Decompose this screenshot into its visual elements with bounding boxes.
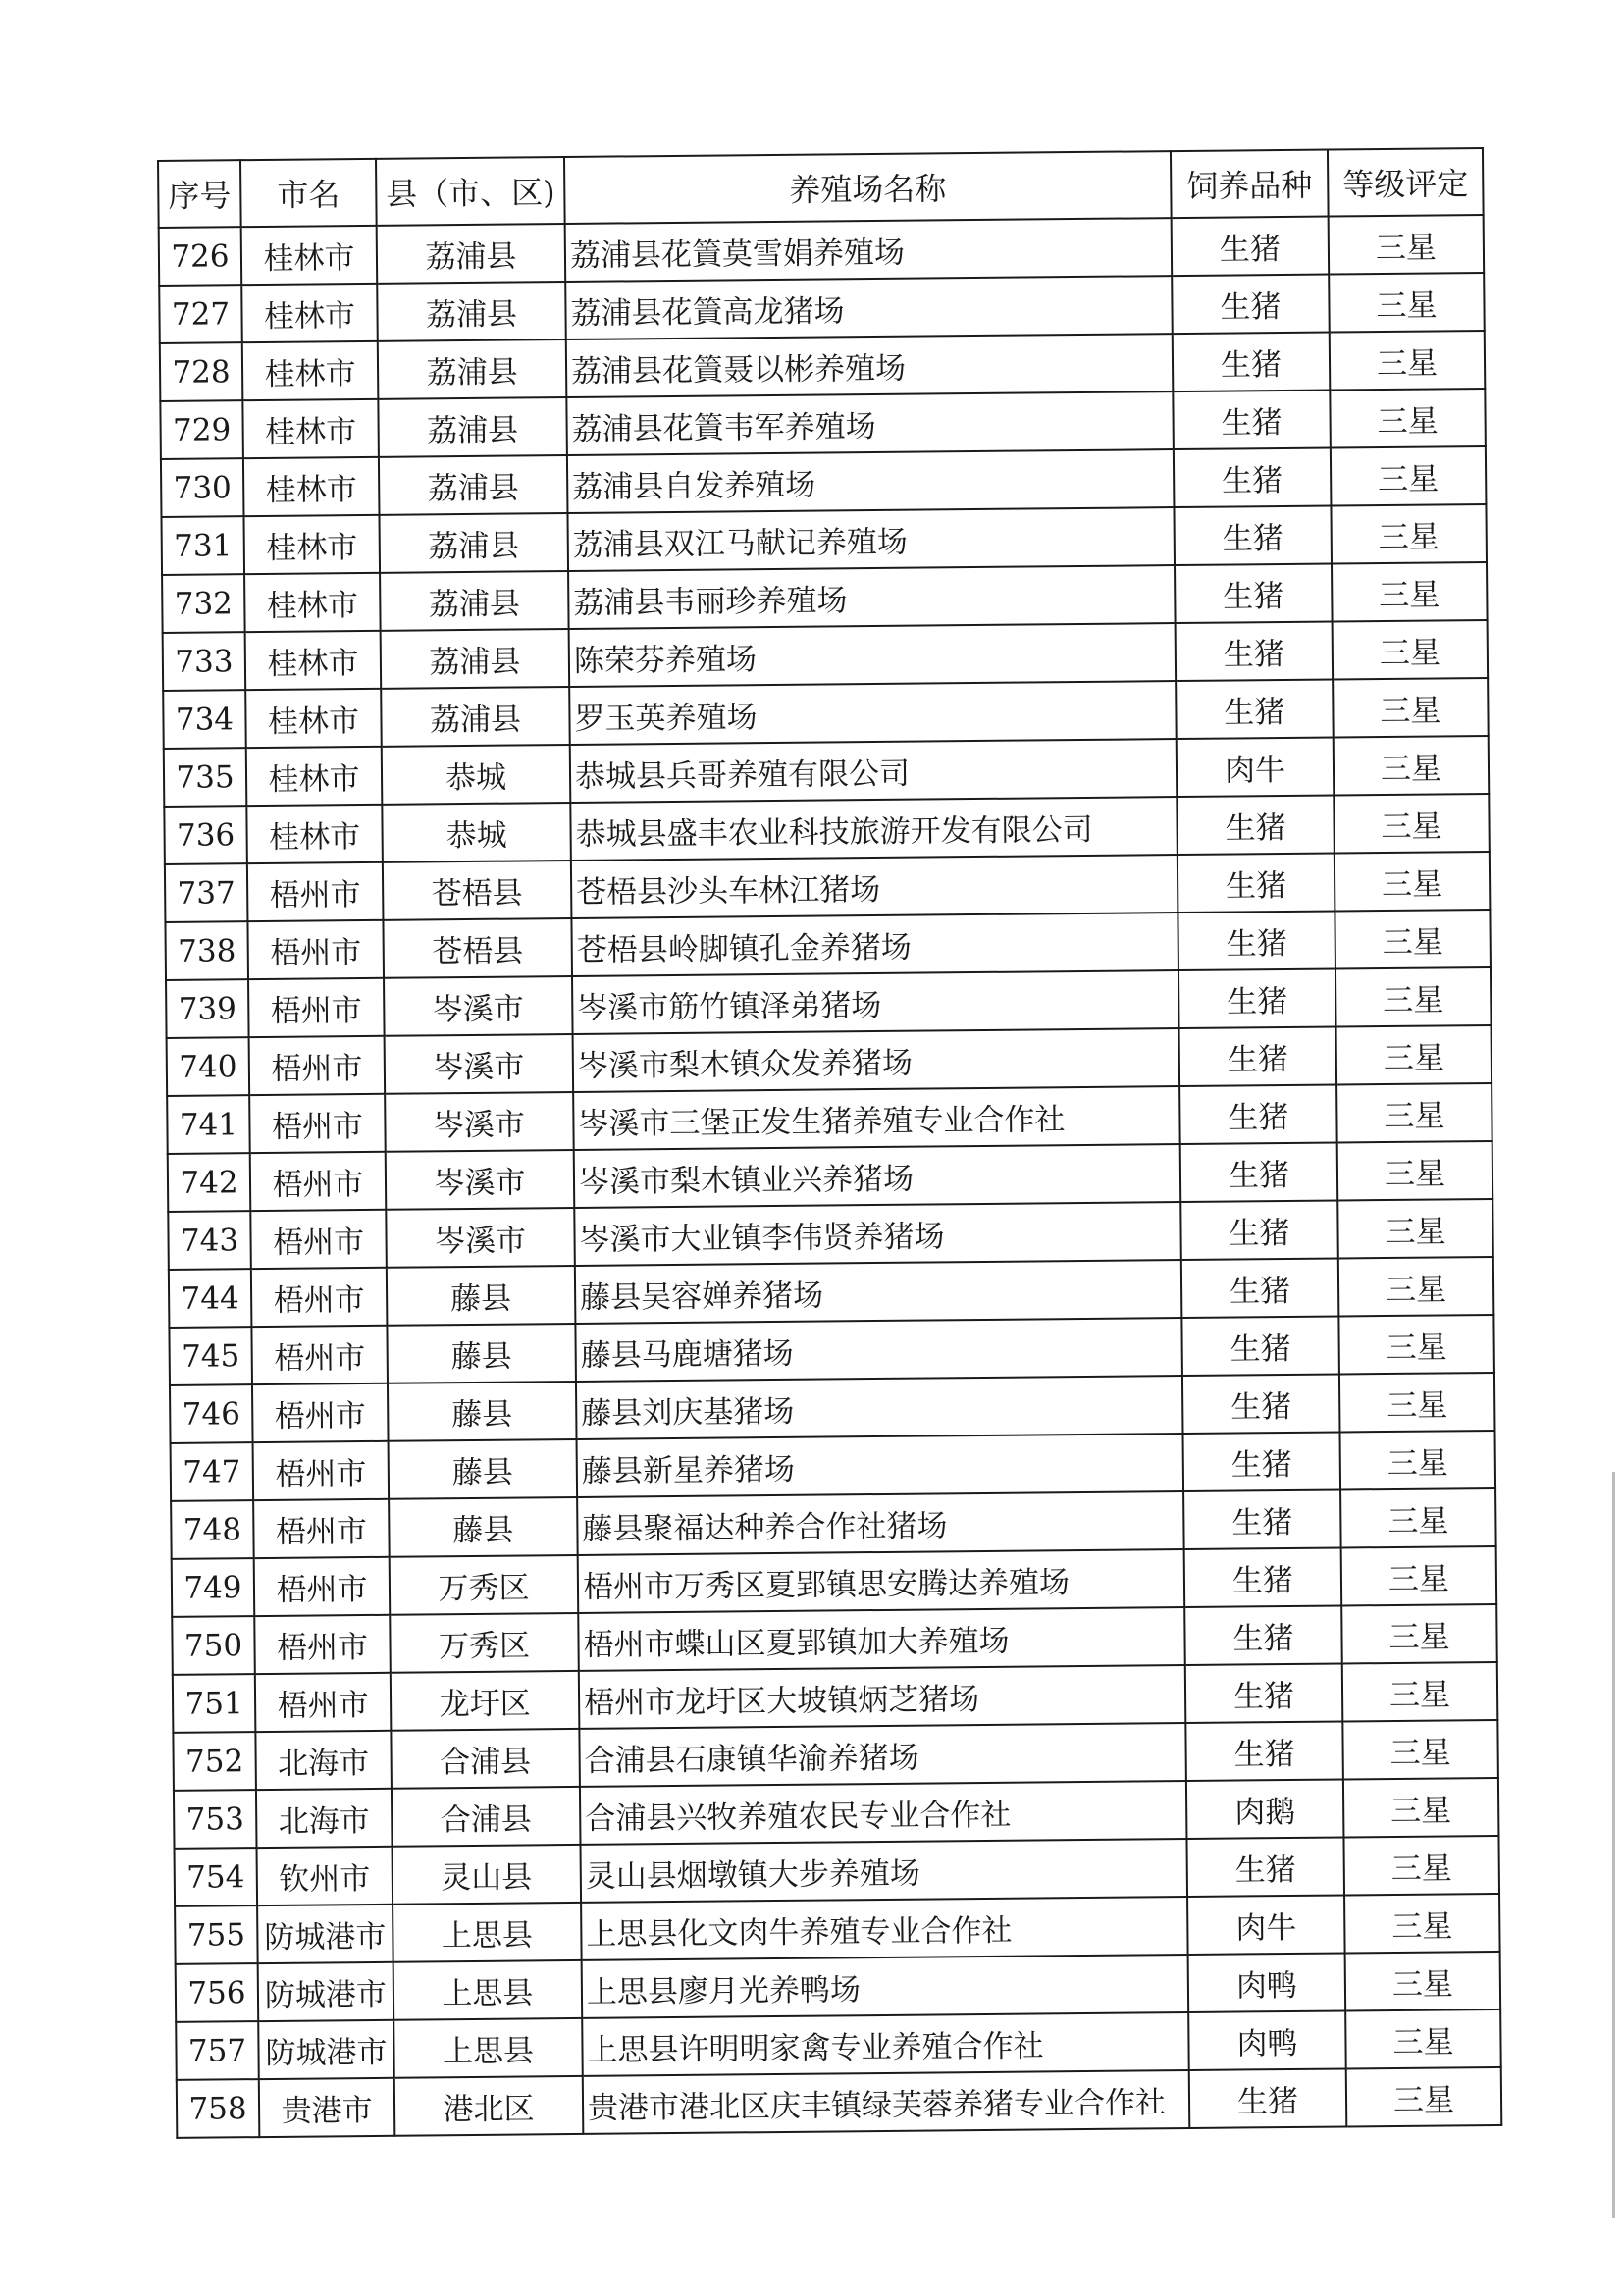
cell-city-name: 梧州市 [252,1383,389,1442]
cell-county: 岑溪市 [385,1092,574,1152]
cell-rating: 三星 [1335,967,1492,1027]
cell-serial-number: 735 [164,748,247,807]
cell-farm-name: 荔浦县花篢聂以彬养殖场 [566,334,1174,397]
cell-county: 万秀区 [390,1555,579,1615]
cell-farm-name: 上思县廖月光养鸭场 [582,1955,1189,2018]
cell-breed: 肉鸭 [1188,1953,1346,2012]
cell-city-name: 防城港市 [258,1962,394,2021]
cell-serial-number: 737 [165,863,248,922]
cell-city-name: 桂林市 [246,805,383,863]
cell-serial-number: 752 [173,1732,256,1791]
cell-farm-name: 苍梧县沙头车林江猪场 [571,855,1178,918]
cell-serial-number: 734 [163,690,246,749]
cell-county: 恭城 [382,745,571,805]
cell-farm-name: 藤县聚福达种养合作社猪场 [577,1491,1184,1555]
cell-farm-name: 恭城县兵哥养殖有限公司 [570,739,1178,803]
cell-county: 万秀区 [390,1613,579,1673]
cell-county: 荔浦县 [379,455,568,515]
cell-serial-number: 727 [159,285,242,343]
cell-rating: 三星 [1329,273,1485,333]
cell-county: 藤县 [387,1324,576,1383]
cell-farm-name: 岑溪市梨木镇众发养猪场 [573,1028,1180,1092]
cell-breed: 生猪 [1173,333,1331,392]
cell-serial-number: 754 [175,1848,258,1906]
cell-rating: 三星 [1330,389,1486,448]
cell-rating: 三星 [1343,1778,1499,1838]
table-header [158,148,1484,228]
cell-breed: 生猪 [1182,1374,1340,1434]
cell-serial-number: 758 [177,2079,260,2138]
cell-farm-name: 岑溪市梨木镇业兴养猪场 [574,1144,1181,1208]
cell-city-name: 梧州市 [255,1673,392,1732]
header-rating: 等级评定 [1328,148,1484,217]
cell-breed: 生猪 [1180,1200,1338,1260]
cell-city-name: 桂林市 [241,226,378,285]
cell-farm-name: 藤县新星养猪场 [577,1434,1184,1497]
cell-rating: 三星 [1339,1373,1495,1433]
cell-city-name: 贵港市 [259,2078,395,2137]
cell-rating: 三星 [1332,562,1488,622]
header-city-name: 市名 [240,159,377,227]
cell-serial-number: 749 [172,1558,255,1617]
cell-county: 藤县 [389,1497,578,1557]
cell-breed: 肉鸭 [1188,2010,1346,2070]
cell-county: 灵山县 [393,1845,582,1905]
cell-city-name: 梧州市 [251,1326,388,1384]
cell-breed: 生猪 [1178,854,1335,913]
cell-serial-number: 742 [168,1153,251,1212]
cell-farm-name: 荔浦县韦丽珍养殖场 [568,565,1176,629]
table-body [159,215,1502,2138]
cell-serial-number: 747 [171,1442,254,1501]
cell-rating: 三星 [1331,446,1487,506]
cell-breed: 生猪 [1176,622,1334,682]
cell-rating: 三星 [1337,1141,1493,1201]
cell-farm-name: 藤县吴容婵养猪场 [575,1260,1182,1324]
cell-breed: 生猪 [1172,217,1330,277]
cell-serial-number: 753 [174,1790,257,1849]
cell-breed: 肉牛 [1187,1895,1345,1955]
cell-serial-number: 728 [160,342,243,401]
cell-city-name: 梧州市 [250,1152,387,1211]
cell-breed: 生猪 [1175,564,1333,624]
cell-breed: 生猪 [1189,2068,1347,2128]
cell-breed: 肉鹅 [1186,1779,1344,1839]
cell-farm-name: 恭城县盛丰农业科技旅游开发有限公司 [570,797,1178,861]
cell-breed: 生猪 [1180,1143,1338,1203]
cell-county: 荔浦县 [377,224,566,284]
cell-county: 荔浦县 [380,571,569,631]
cell-breed: 生猪 [1185,1721,1343,1781]
cell-breed: 生猪 [1184,1547,1342,1607]
cell-farm-name: 上思县许明明家禽专业养殖合作社 [582,2012,1189,2076]
cell-serial-number: 746 [170,1384,253,1443]
cell-rating: 三星 [1335,852,1491,912]
cell-farm-name: 罗玉英养殖场 [569,681,1177,745]
cell-city-name: 桂林市 [244,573,381,632]
cell-city-name: 钦州市 [257,1847,393,1905]
cell-county: 岑溪市 [385,1034,574,1094]
cell-county: 岑溪市 [386,1150,575,1210]
cell-rating: 三星 [1336,1083,1492,1143]
cell-breed: 生猪 [1173,391,1331,450]
cell-serial-number: 738 [165,921,248,980]
cell-county: 苍梧县 [383,861,572,920]
cell-serial-number: 745 [169,1327,252,1385]
cell-rating: 三星 [1333,678,1489,738]
cell-farm-name: 上思县化文肉牛养殖专业合作社 [581,1897,1188,1960]
cell-rating: 三星 [1330,331,1486,391]
cell-breed: 生猪 [1179,1085,1337,1145]
cell-county: 龙圩区 [391,1671,580,1731]
cell-city-name: 防城港市 [257,1905,393,1963]
cell-farm-name: 合浦县兴牧养殖农民专业合作社 [580,1781,1187,1845]
cell-county: 上思县 [393,2018,583,2078]
cell-rating: 三星 [1338,1315,1494,1375]
farm-rating-table [157,147,1502,2139]
cell-county: 荔浦县 [378,339,567,399]
header-breed: 饲养品种 [1171,150,1329,219]
cell-breed: 生猪 [1183,1432,1341,1491]
header-serial-number: 序号 [158,160,241,228]
cell-city-name: 梧州市 [248,978,385,1037]
cell-farm-name: 灵山县烟墩镇大步养殖场 [581,1839,1188,1903]
cell-city-name: 梧州市 [253,1499,390,1558]
cell-county: 岑溪市 [384,976,573,1036]
cell-rating: 三星 [1334,794,1490,854]
cell-serial-number: 733 [163,632,246,691]
cell-breed: 生猪 [1181,1316,1339,1376]
cell-rating: 三星 [1340,1431,1496,1490]
cell-rating: 三星 [1342,1662,1498,1722]
header-row [158,148,1484,228]
cell-serial-number: 732 [162,574,245,633]
cell-rating: 三星 [1345,2009,1501,2069]
cell-city-name: 梧州市 [253,1441,390,1500]
cell-serial-number: 755 [175,1905,258,1964]
cell-city-name: 桂林市 [245,631,382,690]
cell-county: 荔浦县 [381,629,570,689]
cell-county: 藤县 [387,1266,576,1326]
cell-rating: 三星 [1341,1546,1497,1606]
cell-city-name: 桂林市 [246,747,383,806]
cell-county: 岑溪市 [386,1208,575,1268]
cell-county: 荔浦县 [381,687,570,747]
cell-city-name: 梧州市 [254,1557,391,1616]
cell-rating: 三星 [1345,1952,1501,2011]
cell-city-name: 桂林市 [242,399,379,458]
cell-city-name: 桂林市 [245,689,382,748]
farm-rating-table-container [157,147,1500,2139]
cell-breed: 肉牛 [1177,738,1335,798]
cell-rating: 三星 [1344,1894,1500,1954]
cell-serial-number: 744 [169,1269,252,1328]
cell-farm-name: 梧州市龙圩区大坡镇炳芝猪场 [579,1665,1186,1729]
cell-breed: 生猪 [1186,1837,1344,1897]
cell-serial-number: 756 [176,1963,259,2022]
cell-farm-name: 荔浦县双江马献记养殖场 [567,507,1175,571]
cell-farm-name: 岑溪市筋竹镇泽弟猪场 [572,970,1179,1034]
cell-breed: 生猪 [1183,1489,1341,1549]
cell-breed: 生猪 [1178,969,1336,1029]
cell-rating: 三星 [1341,1604,1497,1664]
cell-rating: 三星 [1335,910,1491,969]
cell-breed: 生猪 [1178,912,1335,971]
cell-breed: 生猪 [1184,1605,1342,1665]
cell-county: 藤县 [388,1382,577,1441]
cell-city-name: 防城港市 [258,2020,394,2079]
cell-farm-name: 荔浦县花篢高龙猪场 [565,276,1173,339]
cell-serial-number: 731 [161,516,244,575]
cell-breed: 生猪 [1174,448,1332,508]
cell-rating: 三星 [1336,1025,1492,1085]
cell-farm-name: 合浦县石康镇华渝养猪场 [579,1723,1186,1787]
cell-serial-number: 736 [164,806,247,864]
cell-county: 港北区 [394,2076,584,2136]
cell-farm-name: 梧州市万秀区夏郢镇思安腾达养殖场 [578,1549,1185,1613]
cell-serial-number: 730 [161,458,244,517]
cell-farm-name: 苍梧县岭脚镇孔金养猪场 [571,913,1178,976]
cell-county: 荔浦县 [379,513,568,573]
cell-farm-name: 贵港市港北区庆丰镇绿芙蓉养猪专业合作社 [583,2070,1190,2134]
cell-farm-name: 藤县马鹿塘猪场 [575,1318,1182,1382]
cell-rating: 三星 [1338,1257,1494,1317]
cell-farm-name: 藤县刘庆基猪场 [576,1376,1183,1439]
table-row [177,2067,1502,2138]
cell-breed: 生猪 [1181,1258,1339,1318]
cell-serial-number: 757 [176,2021,259,2080]
cell-rating: 三星 [1346,2067,1502,2127]
cell-farm-name: 陈荣芬养殖场 [569,623,1177,687]
cell-serial-number: 729 [160,400,243,459]
cell-rating: 三星 [1333,620,1489,680]
cell-county: 上思县 [393,1960,583,2020]
cell-rating: 三星 [1334,736,1490,796]
cell-serial-number: 740 [167,1037,250,1096]
cell-city-name: 梧州市 [251,1268,388,1327]
cell-county: 藤县 [389,1439,578,1499]
cell-rating: 三星 [1329,215,1485,275]
header-farm-name: 养殖场名称 [564,151,1172,224]
cell-city-name: 桂林市 [243,515,380,574]
cell-city-name: 桂林市 [243,457,380,516]
cell-city-name: 桂林市 [242,341,379,400]
cell-city-name: 梧州市 [250,1210,387,1269]
cell-county: 荔浦县 [377,282,566,341]
cell-farm-name: 岑溪市大业镇李伟贤养猪场 [574,1202,1181,1266]
cell-city-name: 北海市 [256,1789,393,1848]
cell-rating: 三星 [1342,1720,1498,1780]
cell-city-name: 梧州市 [247,920,384,979]
scan-edge-line [1612,1472,1615,2218]
cell-city-name: 梧州市 [254,1615,391,1674]
header-county: 县（市、区) [376,157,565,226]
cell-farm-name: 梧州市蝶山区夏郢镇加大养殖场 [578,1607,1185,1671]
cell-breed: 生猪 [1174,506,1332,566]
cell-county: 苍梧县 [383,918,572,978]
cell-farm-name: 荔浦县自发养殖场 [567,449,1175,513]
cell-county: 荔浦县 [378,397,567,457]
cell-serial-number: 748 [171,1500,254,1559]
cell-farm-name: 荔浦县花篢韦军养殖场 [566,391,1174,455]
cell-city-name: 北海市 [255,1731,392,1790]
cell-city-name: 梧州市 [249,1036,386,1095]
cell-serial-number: 741 [167,1095,250,1154]
cell-rating: 三星 [1340,1488,1496,1548]
cell-farm-name: 荔浦县花篢莫雪娟养殖场 [565,218,1173,282]
cell-serial-number: 739 [166,979,249,1038]
cell-breed: 生猪 [1185,1663,1343,1723]
cell-rating: 三星 [1337,1199,1493,1259]
cell-farm-name: 岑溪市三堡正发生猪养殖专业合作社 [573,1086,1180,1150]
cell-breed: 生猪 [1177,796,1335,856]
cell-rating: 三星 [1343,1836,1499,1896]
cell-serial-number: 751 [173,1674,256,1733]
cell-serial-number: 750 [172,1616,255,1675]
cell-county: 合浦县 [391,1729,580,1789]
cell-county: 上思县 [393,1903,582,1962]
cell-serial-number: 726 [159,227,242,286]
cell-county: 合浦县 [392,1787,581,1847]
cell-breed: 生猪 [1172,275,1330,335]
cell-breed: 生猪 [1176,680,1334,740]
cell-city-name: 梧州市 [247,862,384,921]
cell-city-name: 梧州市 [249,1094,386,1153]
cell-rating: 三星 [1331,504,1487,564]
cell-city-name: 桂林市 [241,284,378,342]
cell-serial-number: 743 [168,1211,251,1270]
cell-breed: 生猪 [1179,1027,1337,1087]
cell-county: 恭城 [382,803,571,862]
